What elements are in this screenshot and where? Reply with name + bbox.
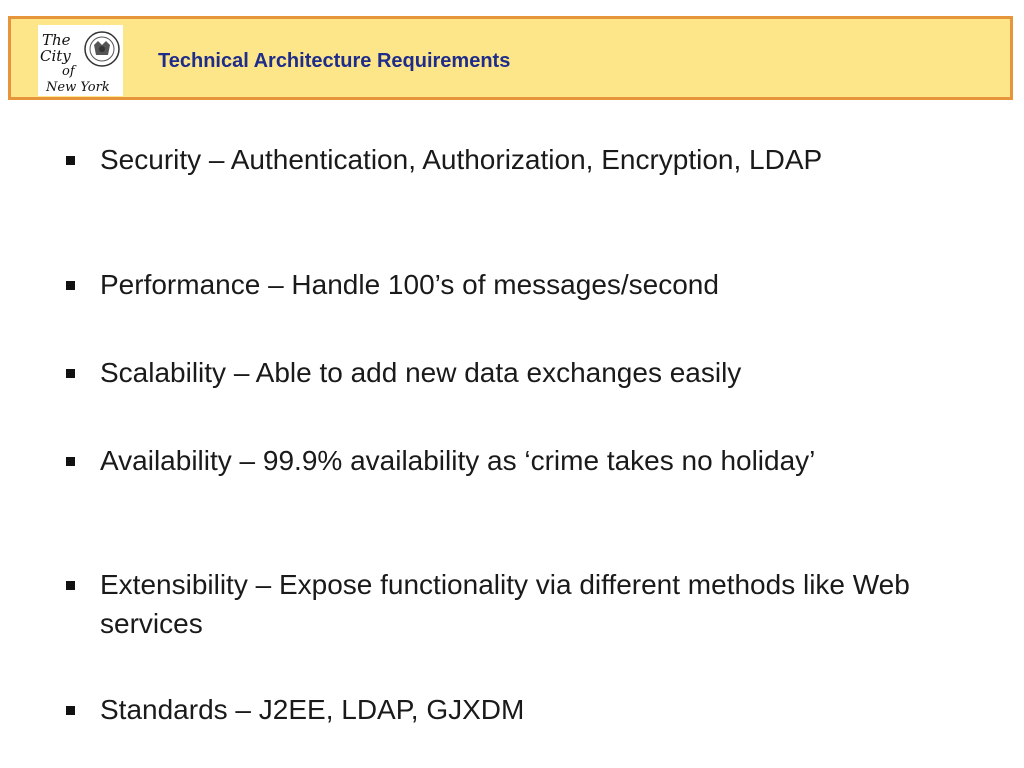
square-bullet-icon: [66, 156, 75, 165]
square-bullet-icon: [66, 581, 75, 590]
square-bullet-icon: [66, 457, 75, 466]
slide-title: Technical Architecture Requirements: [158, 50, 511, 72]
bullet-text: Scalability – Able to add new data exchanges easily: [100, 357, 742, 388]
svg-text:New York: New York: [46, 80, 110, 95]
square-bullet-icon: [66, 281, 75, 290]
bullet-text: Availability – 99.9% availability as ‘crime takes no holiday’: [100, 445, 816, 476]
svg-text:of: of: [62, 64, 75, 79]
svg-text:The: The: [42, 31, 71, 49]
square-bullet-icon: [66, 369, 75, 378]
bullet-text: Performance – Handle 100’s of messages/second: [100, 269, 719, 300]
bullet-text: Extensibility – Expose functionality via different methods like Web services: [100, 569, 910, 639]
bullet-text: Standards – J2EE, LDAP, GJXDM: [100, 694, 525, 725]
square-bullet-icon: [66, 706, 75, 715]
bullet-text: Security – Authentication, Authorization, Encryption, LDAP: [100, 144, 823, 175]
svg-text:City: City: [40, 47, 71, 65]
